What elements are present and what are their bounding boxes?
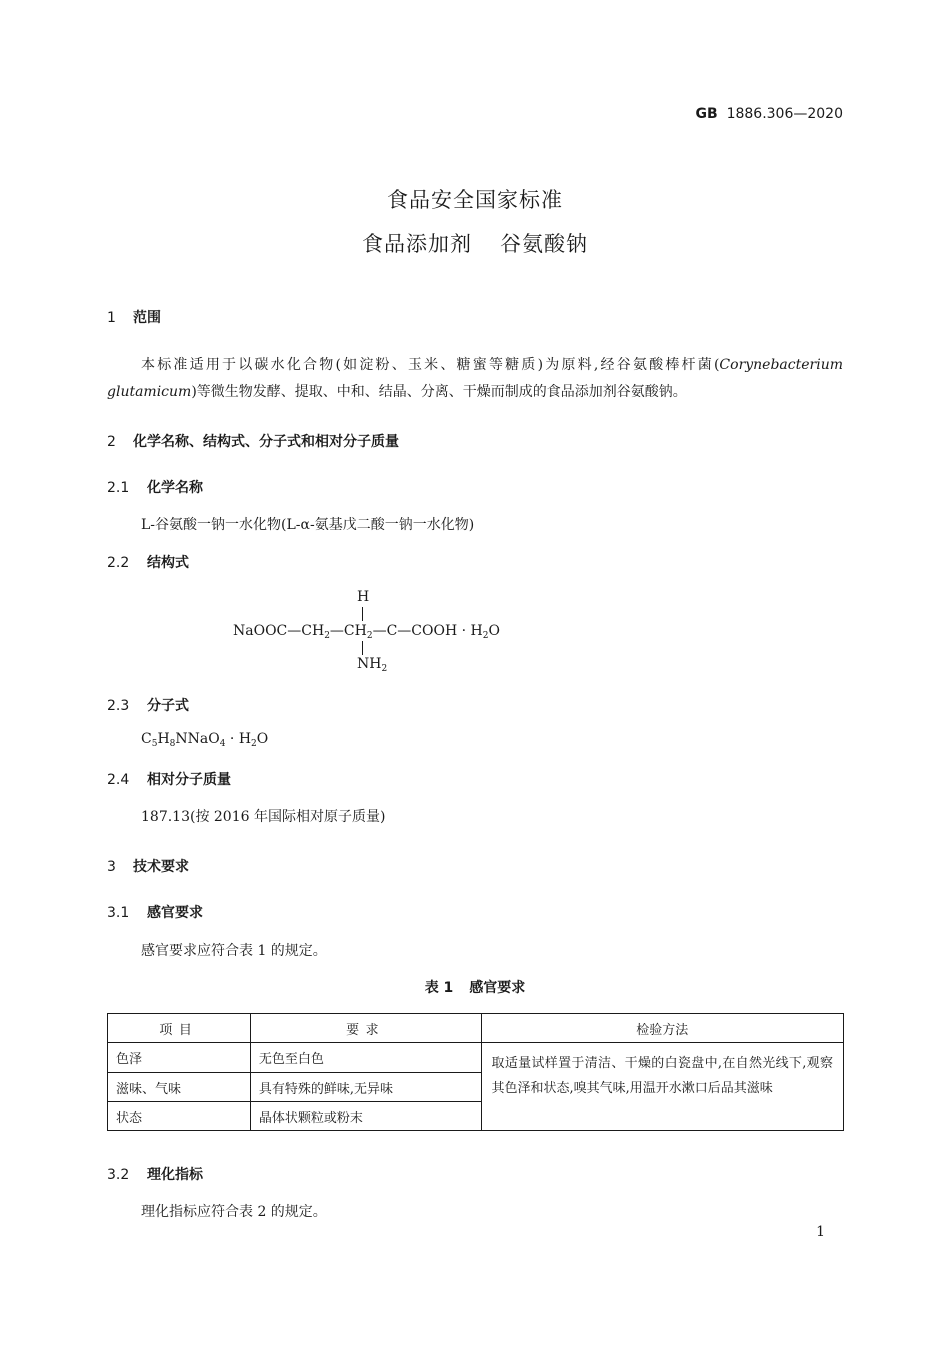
formula-bottom-group: $NH_2$ bbox=[357, 656, 388, 674]
formula-bottom-bond bbox=[362, 641, 363, 655]
section-heading-3: 3 技术要求 bbox=[107, 859, 189, 875]
sensory-requirements-table bbox=[107, 1013, 844, 1131]
section-heading-2-3: 2.3 分子式 bbox=[107, 698, 189, 714]
section-heading-3-1: 3.1 感官要求 bbox=[107, 905, 203, 921]
subtitle-part1: 食品添加剂 bbox=[362, 232, 472, 256]
table-header-requirement: 要求 bbox=[250, 1014, 481, 1043]
section-heading-1: 1 范围 bbox=[107, 310, 161, 326]
formula-top-atom: H bbox=[357, 589, 370, 605]
section-heading-3-2: 3.2 理化指标 bbox=[107, 1167, 203, 1183]
table-cell-item: 状态 bbox=[108, 1102, 251, 1131]
document-title: 食品安全国家标准 bbox=[387, 188, 563, 212]
document-subtitle bbox=[0, 228, 950, 258]
table-cell-item: 色泽 bbox=[108, 1043, 251, 1073]
formula-main-chain: $NaOOC—CH_2—CH_2—C—COOH \cdot H_2O$ bbox=[233, 623, 500, 641]
table-header-method: 检验方法 bbox=[481, 1014, 844, 1043]
table1-caption: 表 1 感官要求 bbox=[424, 980, 526, 996]
section-heading-2-4: 2.4 相对分子质量 bbox=[107, 772, 231, 788]
standard-number: 1886.306—2020 bbox=[726, 106, 843, 122]
table-header-row bbox=[108, 1014, 844, 1043]
formula-top-bond bbox=[362, 607, 363, 621]
subtitle-part2: 谷氨酸钠 bbox=[500, 232, 588, 256]
molecular-weight: 187.13(按 2016 年国际相对原子质量) bbox=[141, 809, 386, 825]
page-number: 1 bbox=[816, 1224, 825, 1240]
section-heading-2-1: 2.1 化学名称 bbox=[107, 480, 203, 496]
chemical-name: L-谷氨酸一钠一水化物(L-α-氨基戊二酸一钠一水化物) bbox=[141, 517, 475, 533]
physicochemical-text: 理化指标应符合表 2 的规定。 bbox=[141, 1204, 327, 1220]
standard-code bbox=[695, 106, 843, 122]
table-cell-requirement: 具有特殊的鲜味,无异味 bbox=[250, 1073, 481, 1102]
section-heading-2: 2 化学名称、结构式、分子式和相对分子质量 bbox=[107, 434, 399, 450]
table-cell-requirement: 晶体状颗粒或粉末 bbox=[250, 1102, 481, 1131]
table-row bbox=[108, 1043, 844, 1073]
table-cell-item: 滋味、气味 bbox=[108, 1073, 251, 1102]
scope-paragraph: 本标准适用于以碳水化合物(如淀粉、玉米、糖蜜等糖质)为原料,经谷氨酸棒杆菌(Corynebacterium glutamicum)等微生物发酵、提取、中和、结晶、分离、干燥而制成的食品添加剂谷氨酸钠。 bbox=[107, 357, 843, 400]
molecular-formula: $C_5H_8NNaO_4 \cdot H_2O$ bbox=[141, 731, 269, 749]
standard-prefix: GB bbox=[695, 106, 718, 122]
table-header-item: 项目 bbox=[108, 1014, 251, 1043]
table-cell-requirement: 无色至白色 bbox=[250, 1043, 481, 1073]
section-heading-2-2: 2.2 结构式 bbox=[107, 555, 189, 571]
table-cell-method: 取适量试样置于清洁、干燥的白瓷盘中,在自然光线下,观察其色泽和状态,嗅其气味,用温开水漱口后品其滋味 bbox=[481, 1043, 844, 1131]
sensory-requirement-text: 感官要求应符合表 1 的规定。 bbox=[141, 943, 327, 959]
